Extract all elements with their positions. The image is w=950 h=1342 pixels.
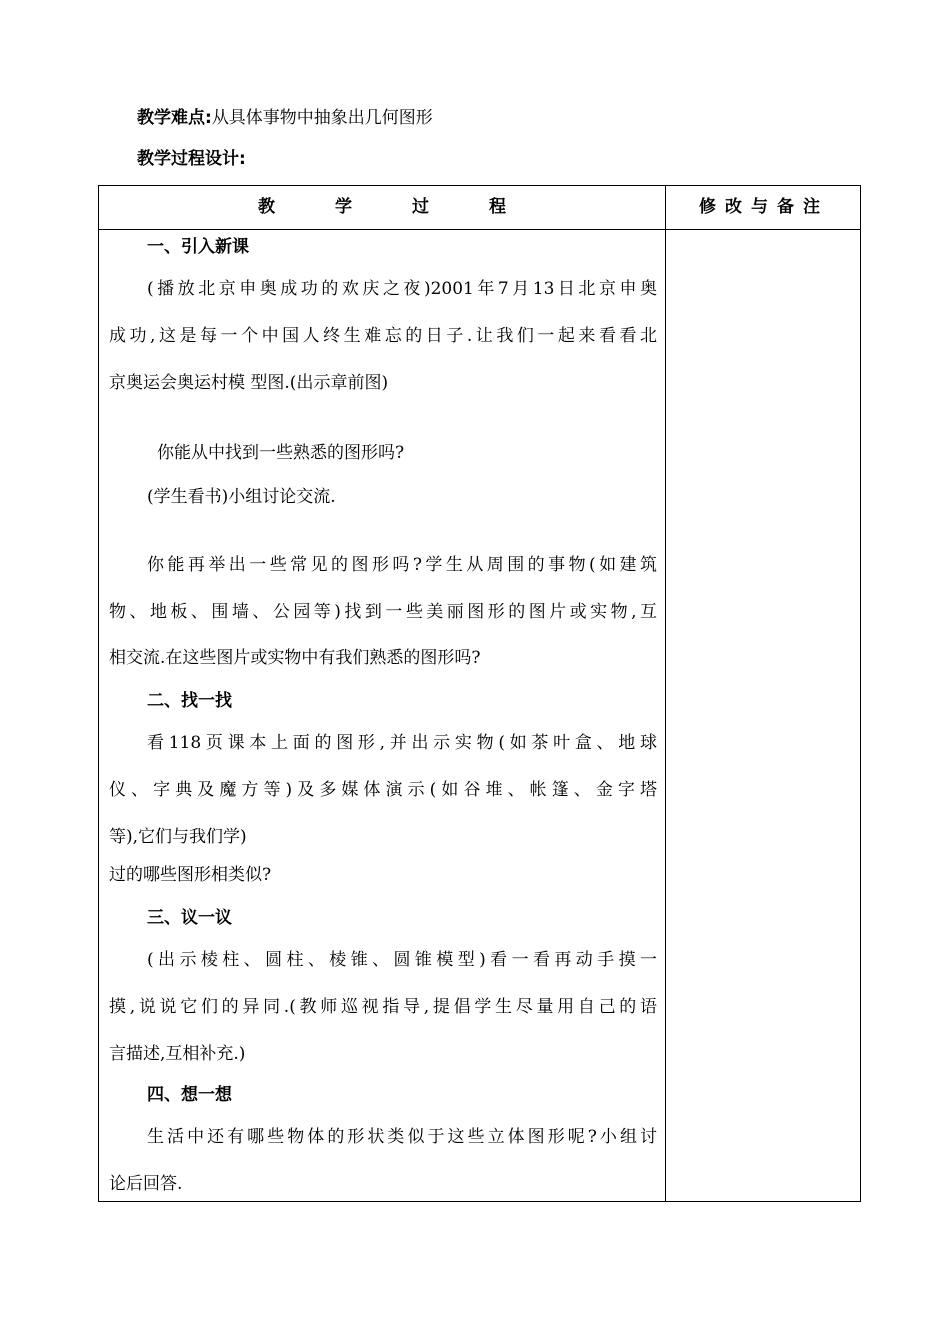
section-heading-3: 三、议一议 xyxy=(147,908,232,928)
text-line: 京奥运会奥运村模 型图.(出示章前图) xyxy=(109,373,389,393)
difficulty-label: 教学难点: xyxy=(137,108,212,128)
teaching-process-table xyxy=(98,185,861,1202)
process-title-text: 教学过程设计: xyxy=(137,149,246,169)
text-line: 论后回答. xyxy=(109,1174,183,1194)
text-line: 成功,这是每一个中国人终生难忘的日子.让我们一起来看看北 xyxy=(109,326,657,346)
text-line: (学生看书)小组讨论交流. xyxy=(147,487,336,507)
text-line: (播放北京申奥成功的欢庆之夜)2001年7月13日北京申奥 xyxy=(147,279,657,299)
difficulty-text: 从具体事物中抽象出几何图形 xyxy=(211,108,433,128)
header-char-4: 程 xyxy=(489,197,506,217)
text-line: 相交流.在这些图片或实物中有我们熟悉的图形吗? xyxy=(109,648,481,668)
section-heading-2: 二、找一找 xyxy=(147,691,232,711)
text-line: (出示棱柱、圆柱、棱锥、圆锥模型)看一看再动手摸一 xyxy=(147,950,657,970)
text-line: 你能再举出一些常见的图形吗?学生从周围的事物(如建筑 xyxy=(147,555,657,575)
header-char-1: 教 xyxy=(258,197,275,217)
teaching-difficulty xyxy=(137,106,433,130)
header-teaching-process xyxy=(99,186,665,229)
process-design-title xyxy=(137,147,246,171)
text-line: 等),它们与我们学) xyxy=(109,827,247,847)
header-divider xyxy=(99,229,860,230)
text-line: 看118页课本上面的图形,并出示实物(如茶叶盒、地球 xyxy=(147,733,657,753)
section-heading-1: 一、引入新课 xyxy=(147,237,249,257)
section-heading-4: 四、想一想 xyxy=(147,1085,232,1105)
text-line: 你能从中找到一些熟悉的图形吗? xyxy=(157,443,405,463)
header-char-2: 学 xyxy=(335,197,352,217)
header-char-3: 过 xyxy=(412,197,429,217)
text-line: 摸,说说它们的异同.(教师巡视指导,提倡学生尽量用自己的语 xyxy=(109,997,657,1017)
text-line: 仪、字典及魔方等)及多媒体演示(如谷堆、帐篷、金字塔 xyxy=(109,780,657,800)
text-line: 物、地板、围墙、公园等)找到一些美丽图形的图片或实物,互 xyxy=(109,602,657,622)
text-line: 生活中还有哪些物体的形状类似于这些立体图形呢?小组讨 xyxy=(147,1127,657,1147)
text-line: 过的哪些图形相类似? xyxy=(109,865,272,885)
text-line: 言描述,互相补充.) xyxy=(109,1044,246,1064)
header-notes: 修改与备注 xyxy=(699,197,829,217)
